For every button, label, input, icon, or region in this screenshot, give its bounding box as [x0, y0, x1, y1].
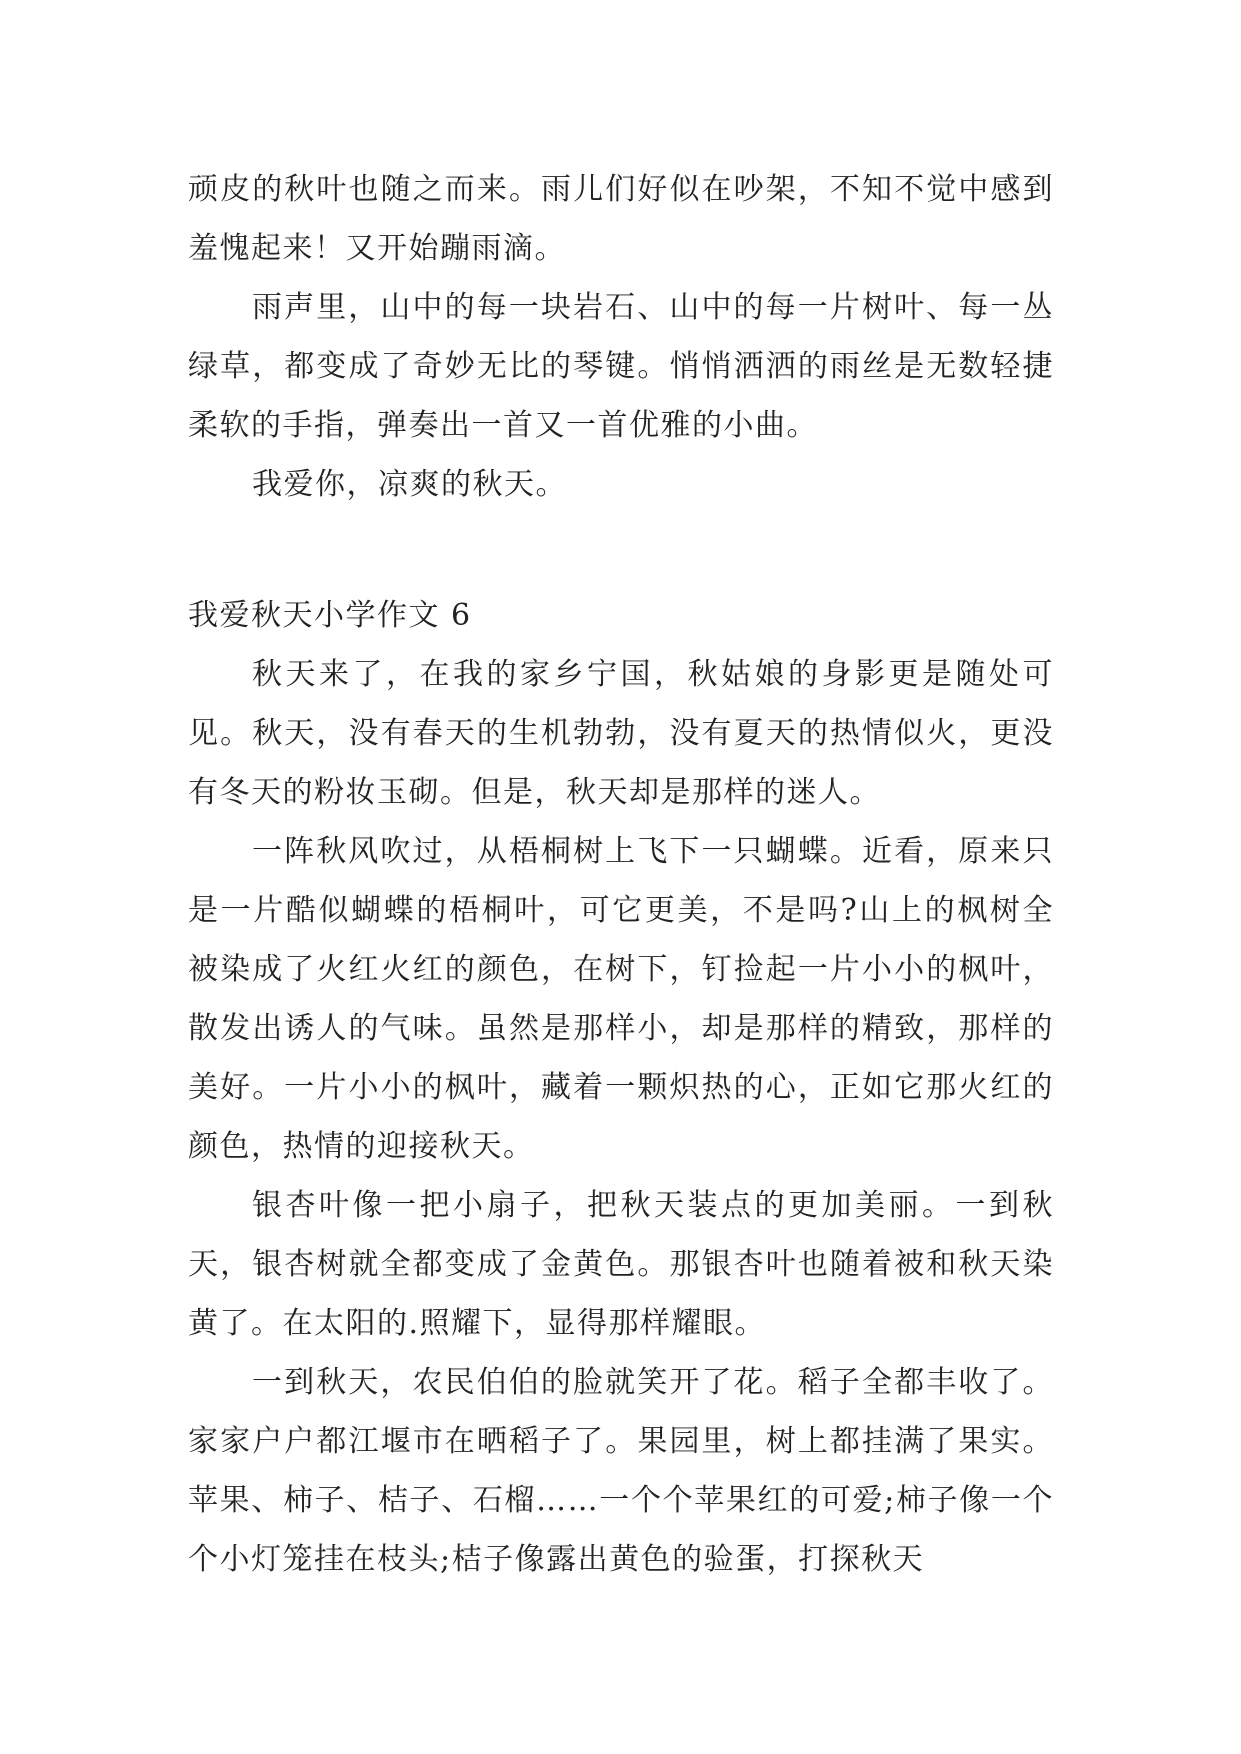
paragraph: 秋天来了，在我的家乡宁国，秋姑娘的身影更是随处可见。秋天，没有春天的生机勃勃，没有夏天的热情似火，更没有冬天的粉妆玉砌。但是，秋天却是那样的迷人。 [188, 657, 1054, 810]
paragraph: 一阵秋风吹过，从梧桐树上飞下一只蝴蝶。近看，原来只是一片酷似蝴蝶的梧桐叶，可它更美，不是吗?山上的枫树全被染成了火红火红的颜色，在树下，钉捡起一片小小的枫叶，散发出诱人的气味。虽然是那样小，却是那样的精致，那样的美好。一片小小的枫叶，藏着一颗炽热的心，正如它那火红的颜色，热情的迎接秋天。 [188, 834, 1054, 1164]
section-title: 我爱秋天小学作文 6 [188, 598, 472, 633]
paragraph: 银杏叶像一把小扇子，把秋天装点的更加美丽。一到秋天，银杏树就全都变成了金黄色。那银杏叶也随着被和秋天染黄了。在太阳的.照耀下，显得那样耀眼。 [188, 1188, 1054, 1341]
paragraph: 一到秋天，农民伯伯的脸就笑开了花。稻子全都丰收了。家家户户都江堰市在晒稻子了。果园里，树上都挂满了果实。苹果、柿子、桔子、石榴……一个个苹果红的可爱;柿子像一个个小灯笼挂在枝头;桔子像露出黄色的验蛋，打探秋天 [188, 1365, 1054, 1577]
document-body [188, 160, 1054, 1589]
paragraph: 雨声里，山中的每一块岩石、山中的每一片树叶、每一丛绿草，都变成了奇妙无比的琴键。悄悄洒洒的雨丝是无数轻捷柔软的手指，弹奏出一首又一首优雅的小曲。 [188, 290, 1054, 443]
paragraph: 顽皮的秋叶也随之而来。雨儿们好似在吵架，不知不觉中感到羞愧起来！又开始蹦雨滴。 [188, 172, 1054, 266]
paragraph: 我爱你，凉爽的秋天。 [252, 467, 567, 502]
